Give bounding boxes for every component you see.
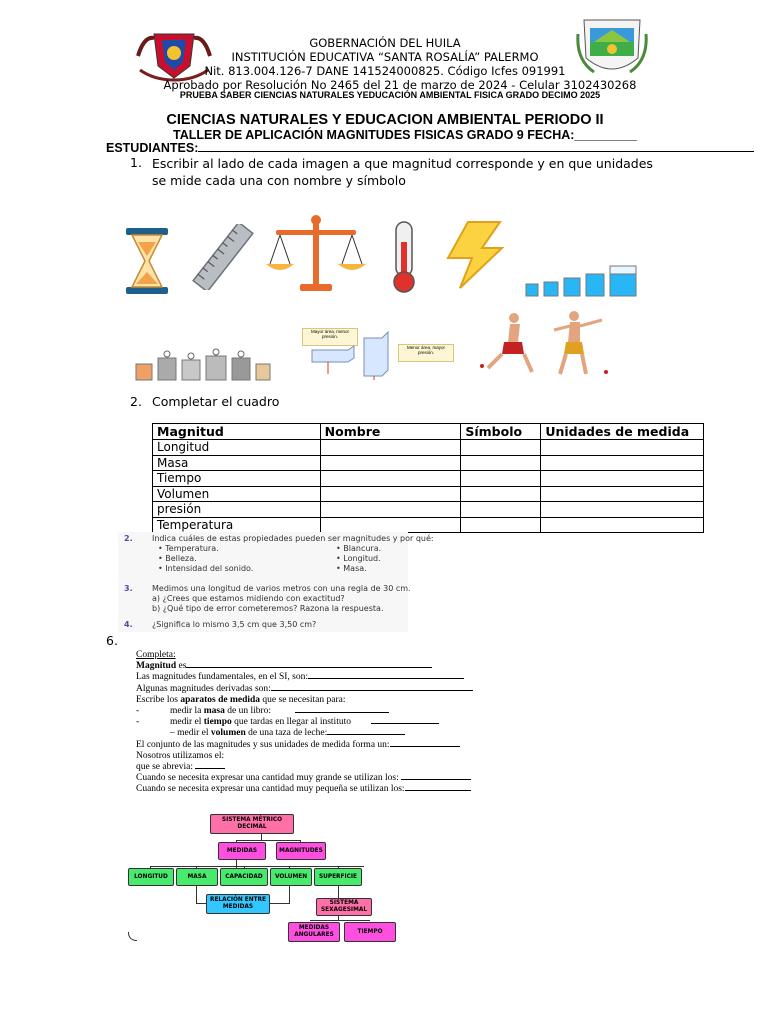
row-label: Masa <box>153 455 321 471</box>
l1-text: es <box>176 661 187 672</box>
l4-text-end: que se necesitan para: <box>260 694 346 705</box>
table-row <box>153 517 704 533</box>
complete-line-9 <box>136 751 496 762</box>
scan-q4-text: ¿Significa lo mismo 3,5 cm que 3,50 cm? <box>152 620 317 629</box>
node-capacidad: CAPACIDAD <box>220 868 268 886</box>
scan-b6: Masa. <box>343 564 367 573</box>
answer-blank[interactable] <box>186 667 432 668</box>
complete-line-6 <box>136 717 496 728</box>
l8-text: El conjunto de las magnitudes y sus unidades de medida forma un: <box>136 739 390 750</box>
l6-text-end: que tardas en llegar al instituto <box>231 717 351 728</box>
l2-text: Las magnitudes fundamentales, en el SI, son: <box>136 672 309 683</box>
answer-cell[interactable] <box>320 471 461 487</box>
complete-line-2 <box>136 672 496 683</box>
answer-cell[interactable] <box>541 502 704 518</box>
node-masa: MASA <box>176 868 218 886</box>
l10-text: que se abrevia: <box>136 762 193 773</box>
scan-bullet: • Masa. <box>336 564 367 573</box>
q2-text: Completar el cuadro <box>152 394 280 409</box>
complete-section <box>136 650 496 796</box>
answer-cell[interactable] <box>320 455 461 471</box>
students-blank[interactable] <box>198 151 754 152</box>
answer-blank[interactable] <box>401 779 471 780</box>
answer-blank[interactable] <box>308 678 464 679</box>
l12-text: Cuando se necesita expresar una cantidad muy pequeña se utilizan los: <box>136 784 405 795</box>
scan-q3a: a) ¿Crees que estamos midiendo con exactitud? <box>152 594 345 603</box>
magnitudes-table <box>152 423 704 533</box>
q6-number: 6. <box>106 633 118 648</box>
answer-cell[interactable] <box>541 455 704 471</box>
answer-cell[interactable] <box>461 440 541 456</box>
l4-term: aparatos de medida <box>180 694 261 705</box>
scan-q3b: b) ¿Qué tipo de error cometeremos? Razona la respuesta. <box>152 604 384 613</box>
node-sistema-metrico: SISTEMA MÉTRICO DECIMAL <box>210 814 294 834</box>
header-line-3: Nit. 813.004.126-7 DANE 141524000825. Código Icfes 091991 <box>204 64 566 78</box>
weights-icon <box>132 344 274 389</box>
row-label: Longitud <box>153 440 321 456</box>
answer-cell[interactable] <box>320 517 461 533</box>
scan-q2-text: Indica cuáles de estas propiedades pueden ser magnitudes y por qué: <box>152 534 434 543</box>
scan-q3-number: 3. <box>124 584 133 593</box>
table-row <box>153 455 704 471</box>
l6-term: tiempo <box>203 717 232 728</box>
table-row <box>153 440 704 456</box>
complete-heading: Completa: <box>136 650 176 660</box>
l5-text: medir la <box>170 706 204 717</box>
complete-line-12 <box>136 784 496 795</box>
answer-blank[interactable] <box>405 790 471 791</box>
answer-blank[interactable] <box>271 690 473 691</box>
node-angulares: MEDIDAS ANGULARES <box>288 922 340 942</box>
answer-cell[interactable] <box>461 471 541 487</box>
node-tiempo: TIEMPO <box>344 922 396 942</box>
l7-term: volumen <box>210 728 246 739</box>
balance-scale-icon <box>266 214 366 299</box>
row-label: Tiempo <box>153 471 321 487</box>
runners-illustration <box>474 310 614 385</box>
col-header-unidades: Unidades de medida <box>541 424 704 440</box>
students-text: ESTUDIANTES: <box>106 141 199 155</box>
scan-bullet: • Temperatura. <box>158 544 219 553</box>
answer-cell[interactable] <box>461 486 541 502</box>
complete-line-4 <box>136 695 496 706</box>
page-subtitle: TALLER DE APLICACIÓN MAGNITUDES FISICAS GRADO 9 FECHA:_________ <box>173 128 637 142</box>
dash: - <box>136 706 140 717</box>
complete-line-7 <box>136 728 496 739</box>
answer-cell[interactable] <box>320 440 461 456</box>
node-relacion: RELACIÓN ENTRE MEDIDAS <box>206 894 270 914</box>
answer-cell[interactable] <box>541 486 704 502</box>
col-header-magnitud: Magnitud <box>153 424 321 440</box>
answer-blank[interactable] <box>390 746 460 747</box>
answer-blank[interactable] <box>327 734 405 735</box>
answer-cell[interactable] <box>541 517 704 533</box>
scan-q4-number: 4. <box>124 620 133 629</box>
table-header-row <box>153 424 704 440</box>
node-magnitudes: MAGNITUDES <box>276 842 326 860</box>
l3-text: Algunas magnitudes derivadas son: <box>136 683 271 694</box>
scan-q2-number: 2. <box>124 534 133 543</box>
header-line-1: GOBERNACIÓN DEL HUILA <box>309 36 461 50</box>
q2-number: 2. <box>130 394 142 409</box>
complete-line-10 <box>136 762 496 773</box>
complete-line-1 <box>136 661 496 672</box>
answer-cell[interactable] <box>541 440 704 456</box>
scan-b3: Intensidad del sonido. <box>165 564 254 573</box>
pressure-note-right: Menor área, mayor presión. <box>398 344 454 362</box>
l5-text-end: de un libro: <box>224 706 272 717</box>
row-label: presión <box>153 502 321 518</box>
page-title: CIENCIAS NATURALES Y EDUCACION AMBIENTAL PERIODO II <box>166 112 604 128</box>
l6-text: medir el <box>170 717 204 728</box>
pressure-note-left: Mayor área, menor presión. <box>302 328 358 346</box>
row-label: Volumen <box>153 486 321 502</box>
magnitud-term: Magnitud <box>136 661 177 672</box>
scan-bullet: • Blancura. <box>336 544 382 553</box>
header-line-4: Aprobado por Resolución No 2465 del 21 de marzo de 2024 - Celular 3102430268 <box>163 78 637 92</box>
l7-text: – medir el <box>170 728 211 739</box>
table-row <box>153 471 704 487</box>
ruler-icon <box>192 224 254 295</box>
answer-blank[interactable] <box>195 768 225 769</box>
scan-bullet: • Intensidad del sonido. <box>158 564 254 573</box>
answer-cell[interactable] <box>461 502 541 518</box>
pressure-diagram <box>298 326 458 380</box>
node-medidas: MEDIDAS <box>218 842 266 860</box>
node-sexagesimal: SISTEMA SEXAGESIMAL <box>316 898 372 916</box>
table-row <box>153 486 704 502</box>
complete-line-5 <box>136 706 496 717</box>
answer-cell[interactable] <box>320 486 461 502</box>
thermometer-icon <box>388 220 420 299</box>
l11-text: Cuando se necesita expresar una cantidad muy grande se utilizan los: <box>136 773 399 784</box>
node-superficie: SUPERFICIE <box>314 868 362 886</box>
row-label: Temperatura <box>153 517 321 533</box>
header-line-5: PRUEBA SABER CIENCIAS NATURALES YEDUCACIÓN AMBIENTAL FISICA GRADO DECIMO 2025 <box>179 90 601 100</box>
scan-b1: Temperatura. <box>165 544 219 553</box>
answer-cell[interactable] <box>541 471 704 487</box>
node-longitud: LONGITUD <box>128 868 174 886</box>
answer-cell[interactable] <box>461 517 541 533</box>
node-volumen: VOLUMEN <box>270 868 312 886</box>
complete-line-8 <box>136 740 496 751</box>
scan-b5: Longitud. <box>343 554 381 563</box>
scan-bullet: • Belleza. <box>158 554 197 563</box>
table-row <box>153 502 704 518</box>
hourglass-icon <box>124 228 170 299</box>
answer-cell[interactable] <box>461 455 541 471</box>
complete-line-3 <box>136 684 496 695</box>
complete-line-11 <box>136 773 496 784</box>
answer-blank[interactable] <box>371 723 439 724</box>
header-line-2: INSTITUCIÓN EDUCATIVA “SANTA ROSALÍA” PALERMO <box>231 50 539 64</box>
scan-b4: Blancura. <box>343 544 382 553</box>
scan-q3-text: Medimos una longitud de varios metros con una regla de 30 cm. <box>152 584 411 593</box>
q1-text: Escribir al lado de cada imagen a que magnitud corresponde y en que unidades se mide cada una con nombre y símbolo <box>152 156 653 188</box>
l7-text-end: de una taza de leche: <box>245 728 328 739</box>
metric-system-diagram <box>126 810 398 942</box>
scan-b2: Belleza. <box>165 554 197 563</box>
answer-blank[interactable] <box>295 712 389 713</box>
dash: - <box>136 717 140 728</box>
l5-term: masa <box>203 706 225 717</box>
l4-text: Escribe los <box>136 694 181 705</box>
col-header-simbolo: Símbolo <box>461 424 541 440</box>
lightning-bolt-icon <box>442 220 506 295</box>
answer-cell[interactable] <box>320 502 461 518</box>
l9-text: Nosotros utilizamos el: <box>136 750 225 761</box>
col-header-nombre: Nombre <box>320 424 461 440</box>
scan-bullet: • Longitud. <box>336 554 381 563</box>
q1-number: 1. <box>130 155 142 170</box>
scanned-questions <box>118 532 434 632</box>
beakers-icon <box>524 264 640 303</box>
curve-mark <box>128 932 137 941</box>
students-label <box>106 141 666 155</box>
